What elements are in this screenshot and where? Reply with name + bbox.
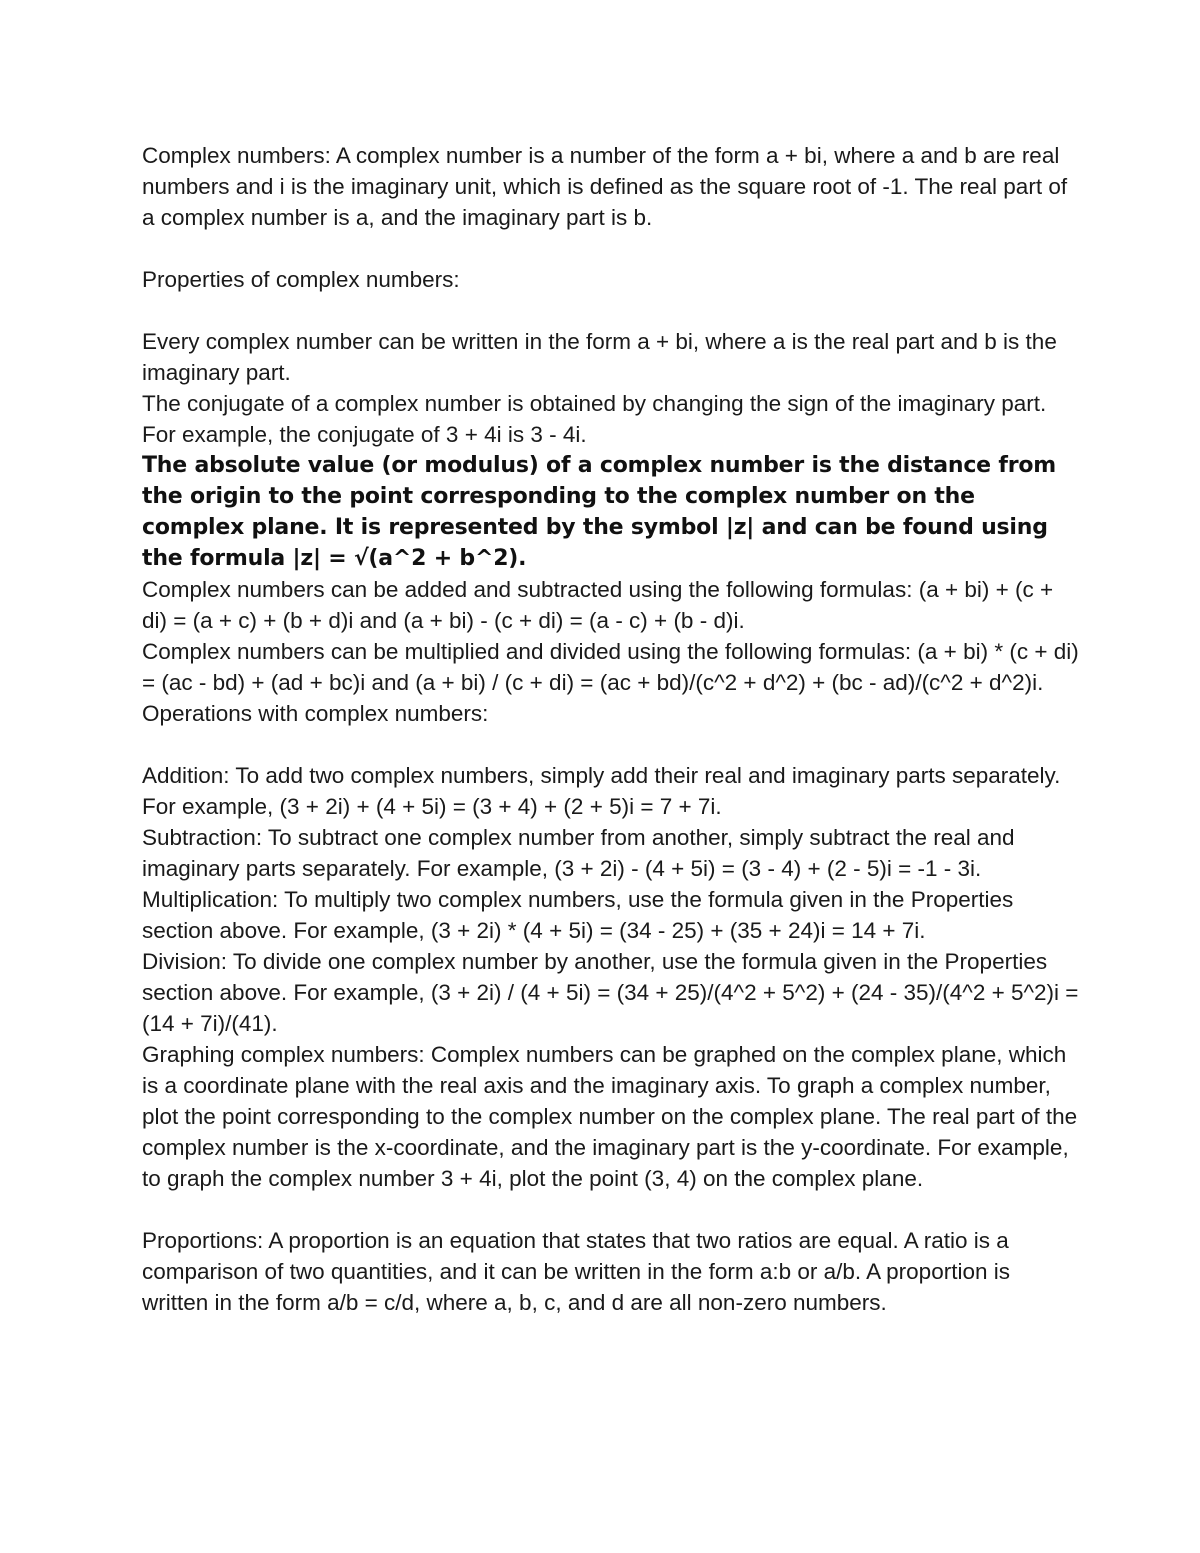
blank-line bbox=[142, 1194, 1082, 1225]
blank-line bbox=[142, 295, 1082, 326]
heading-properties: Properties of complex numbers: bbox=[142, 267, 460, 292]
blank-line bbox=[142, 729, 1082, 760]
heading-operations: Operations with complex numbers: bbox=[142, 701, 489, 726]
blank-line bbox=[142, 233, 1082, 264]
paragraph-multiplication: Multiplication: To multiply two complex numbers, use the formula given in the Properties section above. For example, (3 + 2i) * (4 + 5i) = (34 - 25) + (35 + 24)i = 14 + 7i. bbox=[142, 887, 1020, 943]
document-body bbox=[142, 140, 1085, 1318]
paragraph-graphing: Graphing complex numbers: Complex numbers can be graphed on the complex plane, which is a coordinate plane with the real axis and the imaginary axis. To graph a complex number, plot the point corresponding to the complex number on the complex plane. The real part of the complex number is the x-coordinate, and the imaginary part is the y-coordinate. For example, to graph the complex number 3 + 4i, plot the point (3, 4) on the complex plane. bbox=[142, 1042, 1084, 1191]
paragraph-form: Every complex number can be written in the form a + bi, where a is the real part and b is the imaginary part. bbox=[142, 329, 1064, 385]
paragraph-conjugate: The conjugate of a complex number is obtained by changing the sign of the imaginary part. For example, the conjugate of 3 + 4i is 3 - 4i. bbox=[142, 391, 1053, 447]
paragraph-multiply-divide: Complex numbers can be multiplied and divided using the following formulas: (a + bi) * (c + di) = (ac - bd) + (ad + bc)i and (a + bi) / (c + di) = (ac + bd)/(c^2 + d^2) + (bc - ad)/(c^2 + d^2)i. bbox=[142, 639, 1085, 695]
paragraph-proportions: Proportions: A proportion is an equation that states that two ratios are equal. A ratio is a comparison of two quantities, and it can be written in the form a:b or a/b. A proportion is written in the form a/b = c/d, where a, b, c, and d are all non-zero numbers. bbox=[142, 1228, 1017, 1315]
paragraph-add-subtract: Complex numbers can be added and subtracted using the following formulas: (a + bi) + (c + di) = (a + c) + (b + d)i and (a + bi) - (c + di) = (a - c) + (b - d)i. bbox=[142, 577, 1060, 633]
paragraph-complex-numbers-definition: Complex numbers: A complex number is a number of the form a + bi, where a and b are real numbers and i is the imaginary unit, which is defined as the square root of -1. The real part of a complex number is a, and the imaginary part is b. bbox=[142, 143, 1074, 230]
paragraph-absolute-value: The absolute value (or modulus) of a complex number is the distance from the origin to the point corresponding to the complex number on the complex plane. It is represented by the symbol |z| and can be found using the formula |z| = √(a^2 + b^2). bbox=[142, 453, 1064, 571]
paragraph-division: Division: To divide one complex number by another, use the formula given in the Properties section above. For example, (3 + 2i) / (4 + 5i) = (34 + 25)/(4^2 + 5^2) + (24 - 35)/(4^2 + 5^2)i = (14 + 7i)/(41). bbox=[142, 949, 1085, 1036]
paragraph-addition: Addition: To add two complex numbers, simply add their real and imaginary parts separately. For example, (3 + 2i) + (4 + 5i) = (3 + 4) + (2 + 5)i = 7 + 7i. bbox=[142, 763, 1067, 819]
paragraph-subtraction: Subtraction: To subtract one complex number from another, simply subtract the real and imaginary parts separately. For example, (3 + 2i) - (4 + 5i) = (3 - 4) + (2 - 5)i = -1 - 3i. bbox=[142, 825, 1021, 881]
